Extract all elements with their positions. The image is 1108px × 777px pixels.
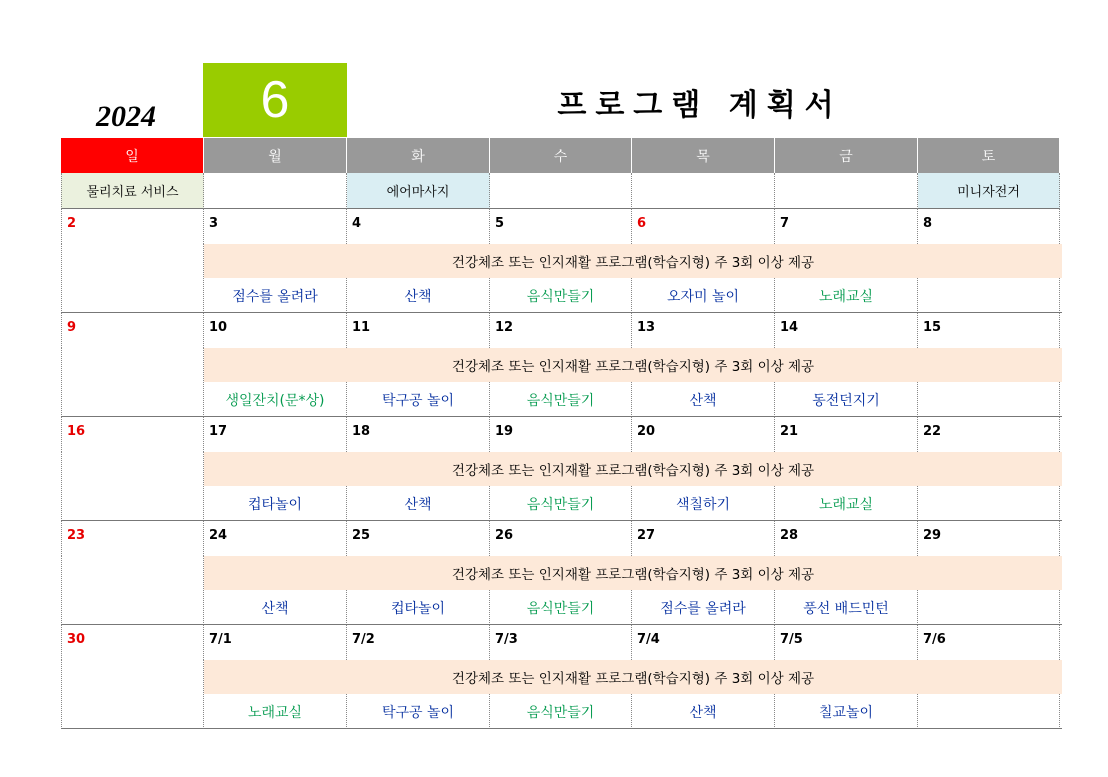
weekday-header-sun: 일 <box>61 138 204 173</box>
date-cell: 22 <box>918 417 1060 452</box>
activity-cell <box>918 590 1060 625</box>
program-banner: 건강체조 또는 인지재활 프로그램(학습지형) 주 3회 이상 제공 <box>204 244 1062 278</box>
activity-cell: 산책 <box>347 486 490 521</box>
activity-cell: 음식만들기 <box>490 694 632 729</box>
program-banner: 건강체조 또는 인지재활 프로그램(학습지형) 주 3회 이상 제공 <box>204 348 1062 382</box>
program-banner: 건강체조 또는 인지재활 프로그램(학습지형) 주 3회 이상 제공 <box>204 556 1062 590</box>
page-title: 프로그램 계획서 <box>557 88 843 123</box>
date-cell: 13 <box>632 313 775 348</box>
date-cell: 7/1 <box>204 625 347 660</box>
date-cell: 4 <box>347 209 490 244</box>
date-cell: 14 <box>775 313 918 348</box>
activity-cell: 생일잔치(문*상) <box>204 382 347 417</box>
date-cell: 25 <box>347 521 490 556</box>
date-cell: 26 <box>490 521 632 556</box>
date-cell: 7/3 <box>490 625 632 660</box>
date-cell-holiday: 6 <box>632 209 775 244</box>
sunday-empty-cell <box>61 660 204 729</box>
date-cell: 12 <box>490 313 632 348</box>
service-sun: 물리치료 서비스 <box>61 173 204 209</box>
activity-cell: 색칠하기 <box>632 486 775 521</box>
date-cell: 7/5 <box>775 625 918 660</box>
activity-cell: 음식만들기 <box>490 486 632 521</box>
calendar-week <box>61 521 1062 625</box>
service-sat: 미니자전거 <box>918 173 1060 209</box>
activity-cell: 컵타놀이 <box>204 486 347 521</box>
date-cell: 21 <box>775 417 918 452</box>
activity-cell <box>918 694 1060 729</box>
date-cell: 20 <box>632 417 775 452</box>
service-fri <box>775 173 918 209</box>
activity-cell: 풍선 배드민턴 <box>775 590 918 625</box>
date-cell: 18 <box>347 417 490 452</box>
activity-cell: 노래교실 <box>775 486 918 521</box>
sunday-empty-cell <box>61 348 204 417</box>
month-number: 6 <box>203 63 347 137</box>
activity-cell: 점수를 올려라 <box>204 278 347 313</box>
activity-cell: 칠교놀이 <box>775 694 918 729</box>
activity-cell: 점수를 올려라 <box>632 590 775 625</box>
activity-cell: 음식만들기 <box>490 382 632 417</box>
activity-cell: 탁구공 놀이 <box>347 382 490 417</box>
calendar-week <box>61 313 1062 417</box>
activity-cell: 산책 <box>347 278 490 313</box>
activity-cell: 컵타놀이 <box>347 590 490 625</box>
activity-cell: 탁구공 놀이 <box>347 694 490 729</box>
activity-cell: 동전던지기 <box>775 382 918 417</box>
date-cell: 3 <box>204 209 347 244</box>
activity-cell: 음식만들기 <box>490 590 632 625</box>
calendar-week <box>61 625 1062 729</box>
date-cell: 9 <box>61 313 204 348</box>
date-cell: 23 <box>61 521 204 556</box>
program-banner: 건강체조 또는 인지재활 프로그램(학습지형) 주 3회 이상 제공 <box>204 452 1062 486</box>
activity-cell <box>918 278 1060 313</box>
weekday-header-thu: 목 <box>632 138 775 173</box>
date-cell: 27 <box>632 521 775 556</box>
activity-cell: 산책 <box>632 382 775 417</box>
date-cell: 17 <box>204 417 347 452</box>
date-cell: 15 <box>918 313 1060 348</box>
date-cell: 10 <box>204 313 347 348</box>
service-wed <box>490 173 632 209</box>
weekday-header-fri: 금 <box>775 138 918 173</box>
activity-cell: 산책 <box>204 590 347 625</box>
date-cell: 24 <box>204 521 347 556</box>
weekday-header-wed: 수 <box>490 138 632 173</box>
date-cell: 7/4 <box>632 625 775 660</box>
activity-cell: 노래교실 <box>204 694 347 729</box>
activity-cell: 음식만들기 <box>490 278 632 313</box>
service-tue: 에어마사지 <box>347 173 490 209</box>
activity-cell <box>918 382 1060 417</box>
program-banner: 건강체조 또는 인지재활 프로그램(학습지형) 주 3회 이상 제공 <box>204 660 1062 694</box>
calendar-week <box>61 417 1062 521</box>
activity-cell: 노래교실 <box>775 278 918 313</box>
date-cell: 19 <box>490 417 632 452</box>
date-cell: 28 <box>775 521 918 556</box>
weekday-header-tue: 화 <box>347 138 490 173</box>
year-label: 2024 <box>96 100 156 133</box>
date-cell: 7/6 <box>918 625 1060 660</box>
activity-cell <box>918 486 1060 521</box>
date-cell: 11 <box>347 313 490 348</box>
service-mon <box>204 173 347 209</box>
weekday-header-row <box>61 138 1060 209</box>
calendar-week <box>61 209 1062 313</box>
weekday-header-sat: 토 <box>918 138 1060 173</box>
sunday-empty-cell <box>61 556 204 625</box>
service-thu <box>632 173 775 209</box>
date-cell: 7 <box>775 209 918 244</box>
sunday-empty-cell <box>61 452 204 521</box>
activity-cell: 오자미 놀이 <box>632 278 775 313</box>
date-cell: 5 <box>490 209 632 244</box>
date-cell: 16 <box>61 417 204 452</box>
date-cell: 30 <box>61 625 204 660</box>
date-cell: 7/2 <box>347 625 490 660</box>
weekday-header-mon: 월 <box>204 138 347 173</box>
date-cell: 8 <box>918 209 1060 244</box>
activity-cell: 산책 <box>632 694 775 729</box>
date-cell: 29 <box>918 521 1060 556</box>
sunday-empty-cell <box>61 244 204 313</box>
date-cell: 2 <box>61 209 204 244</box>
